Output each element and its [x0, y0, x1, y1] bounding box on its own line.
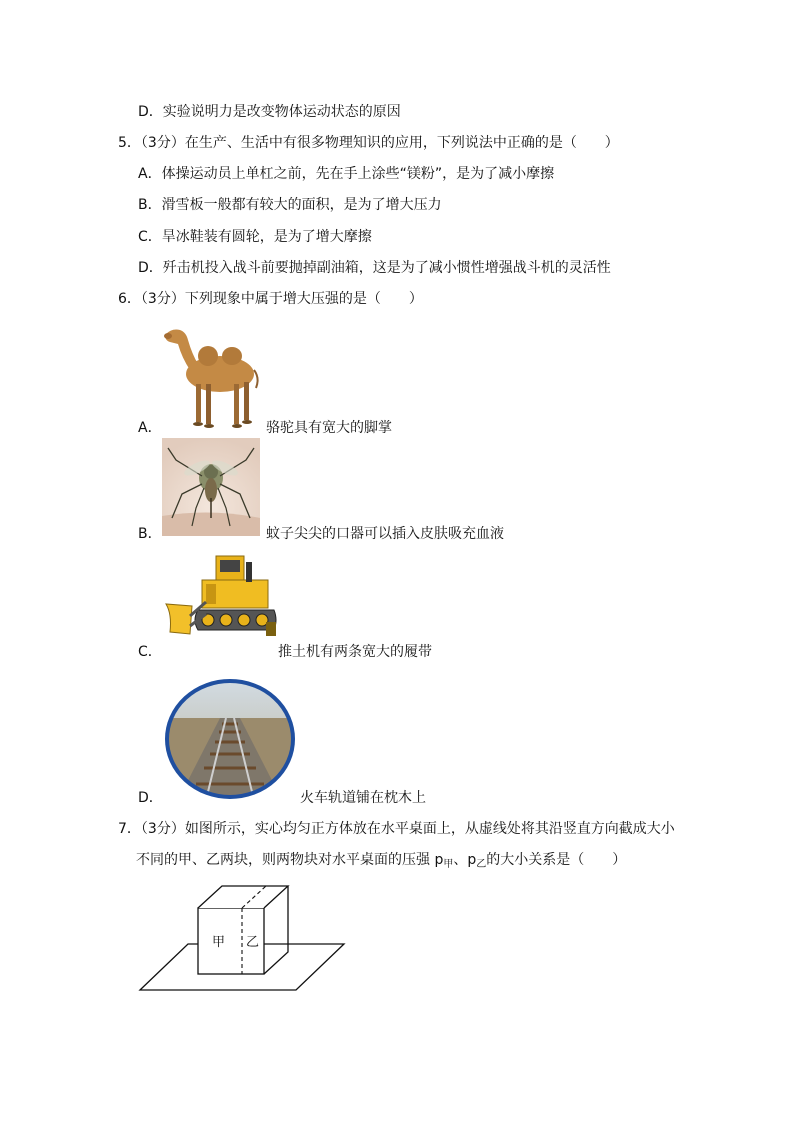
- q7-subscript-yi: 乙: [476, 859, 487, 870]
- q6-option-b-caption: 蚊子尖尖的口器可以插入皮肤吸充血液: [266, 526, 504, 542]
- railway-image: [164, 678, 296, 800]
- q5-option-c: C．旱冰鞋装有圆轮，是为了增大摩擦: [138, 229, 372, 245]
- figure-label-yi: 乙: [246, 935, 260, 950]
- q6-option-b-letter: B．: [138, 526, 162, 542]
- cube-on-table-figure: [138, 880, 348, 996]
- q6-option-c-letter: C．: [138, 644, 162, 660]
- q6-option-d-letter: D．: [138, 790, 163, 806]
- bulldozer-image: [162, 552, 278, 650]
- q5-option-d: D．歼击机投入战斗前要抛掉副油箱，这是为了减小惯性增强战斗机的灵活性: [138, 260, 611, 276]
- mosquito-image: [162, 438, 260, 536]
- q7-subscript-jia: 甲: [443, 859, 454, 870]
- q4-option-d: D．实验说明力是改变物体运动状态的原因: [138, 104, 401, 120]
- q7-stem-line2-prefix: 不同的甲、乙两块，则两物块对水平桌面的压强 p: [136, 852, 444, 868]
- q6-option-a-caption: 骆驼具有宽大的脚掌: [266, 420, 392, 436]
- camel-image: [160, 318, 268, 430]
- q7-stem-line2-suffix: 的大小关系是（ ）: [486, 852, 627, 868]
- q6-option-c-caption: 推土机有两条宽大的履带: [278, 644, 432, 660]
- q6-option-a-letter: A．: [138, 420, 162, 436]
- q5-option-b: B．滑雪板一般都有较大的面积，是为了增大压力: [138, 197, 442, 213]
- q5-stem: 5．（3分）在生产、生活中有很多物理知识的应用，下列说法中正确的是（ ）: [118, 135, 619, 151]
- q7-separator: 、p: [453, 852, 477, 868]
- q6-stem: 6．（3分）下列现象中属于增大压强的是（ ）: [118, 291, 423, 307]
- q7-stem-line1: 7．（3分）如图所示，实心均匀正方体放在水平桌面上，从虚线处将其沿竖直方向截成大小: [118, 821, 675, 837]
- q7-stem-line2: [136, 850, 626, 875]
- q5-option-a: A．体操运动员上单杠之前，先在手上涂些“镁粉”，是为了减小摩擦: [138, 166, 555, 182]
- figure-label-jia: 甲: [212, 935, 226, 950]
- q6-option-d-caption: 火车轨道铺在枕木上: [300, 790, 426, 806]
